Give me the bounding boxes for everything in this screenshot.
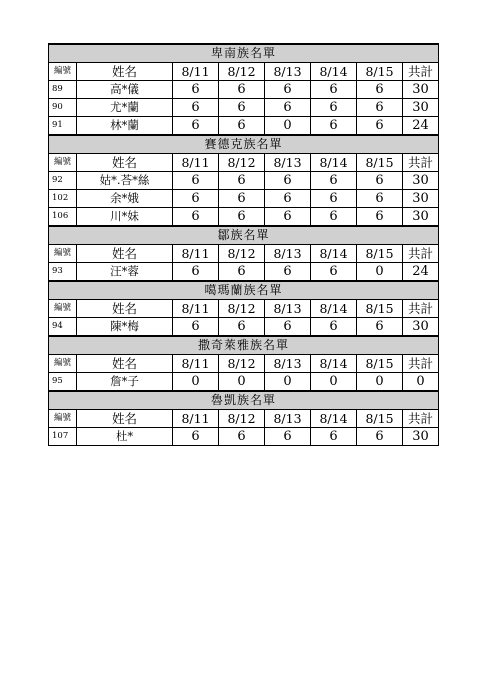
header-date: 8/13 [265, 245, 311, 263]
table-row [49, 172, 439, 190]
cell-value: 6 [219, 81, 265, 99]
header-date: 8/15 [357, 63, 403, 81]
cell-value: 6 [219, 318, 265, 337]
cell-value: 6 [173, 190, 219, 208]
header-date: 8/14 [311, 300, 357, 318]
cell-id: 92 [49, 172, 77, 190]
table-row [49, 373, 439, 392]
cell-value: 0 [357, 373, 403, 392]
header-total: 共計 [403, 63, 439, 81]
cell-value: 6 [173, 172, 219, 190]
table-row [49, 318, 439, 337]
cell-total: 0 [403, 373, 439, 392]
cell-id: 102 [49, 190, 77, 208]
cell-name: 林*蘭 [77, 117, 173, 136]
header-date: 8/13 [265, 355, 311, 373]
header-date: 8/13 [265, 63, 311, 81]
table-row [49, 117, 439, 136]
cell-id: 106 [49, 208, 77, 227]
cell-id: 90 [49, 99, 77, 117]
cell-name: 詹*子 [77, 373, 173, 392]
cell-value: 6 [219, 172, 265, 190]
cell-value: 6 [357, 117, 403, 136]
header-id: 編號 [49, 63, 77, 81]
header-date: 8/15 [357, 300, 403, 318]
header-name: 姓名 [77, 63, 173, 81]
group-title-row [49, 226, 439, 245]
cell-value: 6 [173, 117, 219, 136]
table-row [49, 263, 439, 282]
cell-value: 0 [357, 263, 403, 282]
cell-total: 30 [403, 318, 439, 337]
header-id: 編號 [49, 355, 77, 373]
cell-value: 6 [311, 428, 357, 446]
cell-name: 陳*梅 [77, 318, 173, 337]
cell-name: 尤*蘭 [77, 99, 173, 117]
group-title-row [49, 135, 439, 154]
header-id: 編號 [49, 245, 77, 263]
cell-name: 高*儀 [77, 81, 173, 99]
header-id: 編號 [49, 410, 77, 428]
header-date: 8/12 [219, 154, 265, 172]
cell-value: 6 [265, 208, 311, 227]
column-header-row [49, 355, 439, 373]
header-name: 姓名 [77, 410, 173, 428]
cell-value: 6 [357, 172, 403, 190]
cell-total: 30 [403, 208, 439, 227]
cell-value: 6 [311, 172, 357, 190]
cell-value: 6 [357, 190, 403, 208]
cell-name: 余*娥 [77, 190, 173, 208]
header-id: 編號 [49, 300, 77, 318]
cell-value: 6 [173, 81, 219, 99]
header-date: 8/12 [219, 300, 265, 318]
header-date: 8/15 [357, 154, 403, 172]
header-date: 8/11 [173, 154, 219, 172]
header-date: 8/13 [265, 154, 311, 172]
group-title: 噶瑪蘭族名單 [49, 281, 439, 300]
cell-value: 6 [357, 81, 403, 99]
cell-total: 30 [403, 81, 439, 99]
column-header-row [49, 300, 439, 318]
header-date: 8/14 [311, 245, 357, 263]
cell-value: 6 [219, 190, 265, 208]
header-date: 8/11 [173, 245, 219, 263]
group-title-row [49, 391, 439, 410]
cell-value: 6 [265, 81, 311, 99]
cell-total: 30 [403, 99, 439, 117]
group-title: 賽德克族名單 [49, 135, 439, 154]
group-title: 魯凱族名單 [49, 391, 439, 410]
cell-name: 杜* [77, 428, 173, 446]
header-total: 共計 [403, 300, 439, 318]
group-title-row [49, 336, 439, 355]
cell-value: 6 [265, 172, 311, 190]
cell-value: 0 [265, 117, 311, 136]
header-date: 8/12 [219, 245, 265, 263]
header-date: 8/14 [311, 63, 357, 81]
cell-value: 0 [311, 373, 357, 392]
group-title: 卑南族名單 [49, 44, 439, 63]
cell-value: 6 [357, 428, 403, 446]
cell-value: 6 [265, 318, 311, 337]
cell-value: 6 [265, 263, 311, 282]
cell-id: 95 [49, 373, 77, 392]
cell-value: 6 [265, 428, 311, 446]
group-title: 撒奇萊雅族名單 [49, 336, 439, 355]
column-header-row [49, 63, 439, 81]
cell-value: 6 [311, 117, 357, 136]
table-row [49, 428, 439, 446]
header-total: 共計 [403, 410, 439, 428]
header-date: 8/11 [173, 63, 219, 81]
attendance-sheet [48, 43, 439, 446]
column-header-row [49, 154, 439, 172]
cell-value: 6 [357, 208, 403, 227]
cell-value: 0 [265, 373, 311, 392]
table-row [49, 190, 439, 208]
header-date: 8/14 [311, 410, 357, 428]
table-row [49, 208, 439, 227]
cell-value: 6 [311, 81, 357, 99]
group-title-row [49, 281, 439, 300]
cell-value: 6 [219, 428, 265, 446]
cell-id: 91 [49, 117, 77, 136]
group-title: 鄒族名單 [49, 226, 439, 245]
header-name: 姓名 [77, 300, 173, 318]
header-date: 8/13 [265, 300, 311, 318]
header-date: 8/14 [311, 154, 357, 172]
header-date: 8/15 [357, 355, 403, 373]
cell-value: 6 [311, 190, 357, 208]
header-total: 共計 [403, 154, 439, 172]
header-id: 編號 [49, 154, 77, 172]
header-date: 8/12 [219, 410, 265, 428]
cell-value: 0 [173, 373, 219, 392]
column-header-row [49, 245, 439, 263]
header-date: 8/15 [357, 410, 403, 428]
column-header-row [49, 410, 439, 428]
cell-id: 94 [49, 318, 77, 337]
cell-id: 93 [49, 263, 77, 282]
cell-name: 川*妹 [77, 208, 173, 227]
header-date: 8/14 [311, 355, 357, 373]
cell-value: 6 [173, 263, 219, 282]
cell-name: 姑*.荅*絲 [77, 172, 173, 190]
cell-value: 6 [173, 99, 219, 117]
cell-id: 89 [49, 81, 77, 99]
cell-total: 24 [403, 117, 439, 136]
cell-value: 6 [311, 208, 357, 227]
cell-total: 30 [403, 172, 439, 190]
cell-value: 6 [357, 99, 403, 117]
cell-total: 30 [403, 190, 439, 208]
table-row [49, 81, 439, 99]
header-date: 8/15 [357, 245, 403, 263]
cell-value: 6 [173, 428, 219, 446]
cell-value: 6 [265, 99, 311, 117]
cell-value: 6 [219, 99, 265, 117]
header-name: 姓名 [77, 355, 173, 373]
cell-value: 6 [311, 99, 357, 117]
header-date: 8/12 [219, 355, 265, 373]
cell-value: 6 [173, 208, 219, 227]
cell-value: 6 [265, 190, 311, 208]
table-row [49, 99, 439, 117]
cell-value: 6 [357, 318, 403, 337]
header-date: 8/13 [265, 410, 311, 428]
cell-value: 6 [219, 208, 265, 227]
cell-id: 107 [49, 428, 77, 446]
cell-value: 6 [311, 263, 357, 282]
header-date: 8/11 [173, 410, 219, 428]
cell-total: 24 [403, 263, 439, 282]
cell-name: 汪*蓉 [77, 263, 173, 282]
cell-value: 6 [173, 318, 219, 337]
header-total: 共計 [403, 245, 439, 263]
header-date: 8/11 [173, 355, 219, 373]
cell-total: 30 [403, 428, 439, 446]
cell-value: 6 [219, 263, 265, 282]
header-date: 8/12 [219, 63, 265, 81]
header-date: 8/11 [173, 300, 219, 318]
header-total: 共計 [403, 355, 439, 373]
cell-value: 0 [219, 373, 265, 392]
header-name: 姓名 [77, 154, 173, 172]
cell-value: 6 [311, 318, 357, 337]
cell-value: 6 [219, 117, 265, 136]
group-title-row [49, 44, 439, 63]
header-name: 姓名 [77, 245, 173, 263]
